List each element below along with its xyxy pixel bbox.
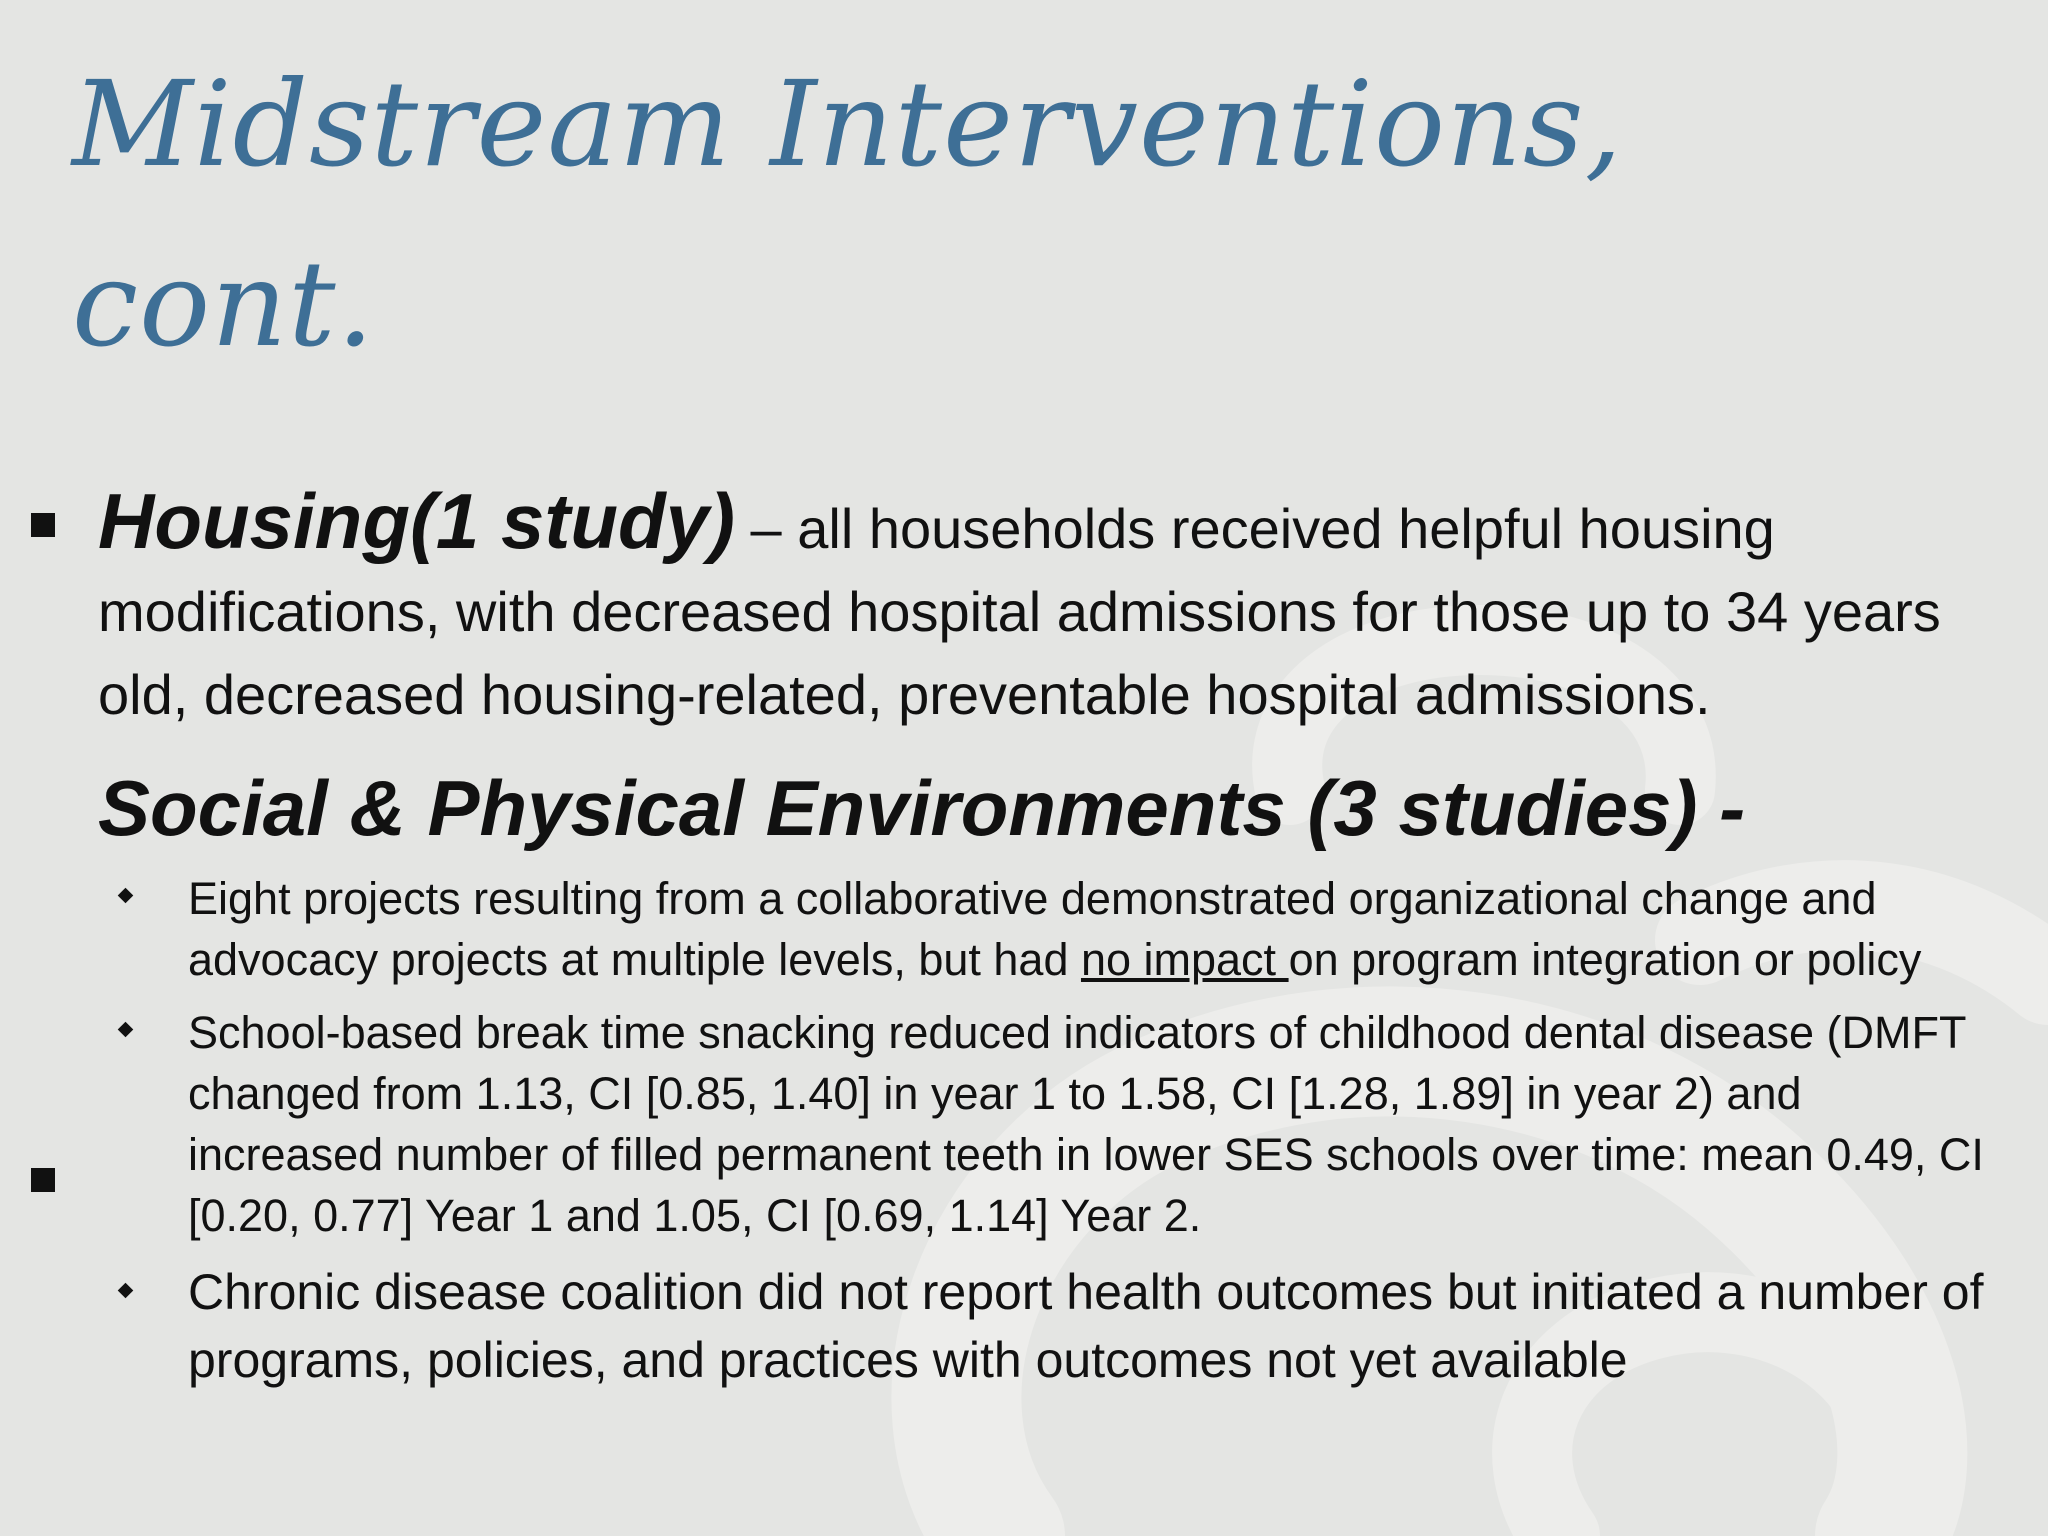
sub-bullet-eight-projects (98, 868, 2008, 990)
diamond-bullet-icon (118, 888, 134, 904)
bullet-social-physical-heading: Social & Physical Environments (3 studies) - (98, 764, 1746, 852)
sub-bullet-text: Chronic disease coalition did not report health outcomes but initiated a number of programs, policies, and practices with outcomes not yet available (188, 1264, 1984, 1388)
bullet-housing-heading: Housing(1 study) (98, 477, 735, 565)
bullet-housing-paragraph (98, 477, 2008, 736)
square-bullet-icon (31, 1168, 55, 1192)
diamond-bullet-icon (118, 1283, 134, 1299)
sub-bullet-text: Eight projects resulting from a collaborative demonstrated organizational change and advocacy projects at multiple levels, but had (188, 873, 1877, 985)
bullet-housing (0, 477, 2048, 736)
sub-bullet-school-snacking (98, 1002, 2008, 1246)
sub-bullet-text: School-based break time snacking reduced indicators of childhood dental disease (DMFT changed from 1.13, CI [0.85, 1.40] in year 1 to 1.58, CI [1.28, 1.89] in year 2) and increased number of filled permanent teeth in lower SES schools over time: mean 0.49, CI [0.20, 0.77] Year 1 and 1.05, CI [0.69, 1.14] Year 2. (188, 1007, 1984, 1241)
bullet-housing-body: – all households received helpful housing modifications, with decreased hospital admissions for those up to 34 years old, decreased housing-related, preventable hospital admissions. (98, 497, 1941, 726)
square-bullet-icon (31, 513, 55, 537)
slide-content (0, 477, 2048, 1406)
bullet-social-physical-environments (0, 760, 2048, 1394)
sub-bullet-chronic-disease-coalition (98, 1258, 2008, 1394)
sub-bullet-text: on program integration or policy (1288, 934, 1922, 985)
diamond-bullet-icon (118, 1022, 134, 1038)
slide-title: Midstream Interventions, cont. (72, 55, 1624, 373)
underlined-emphasis: no impact (1080, 934, 1289, 985)
sub-bullet-list (98, 868, 2008, 1394)
